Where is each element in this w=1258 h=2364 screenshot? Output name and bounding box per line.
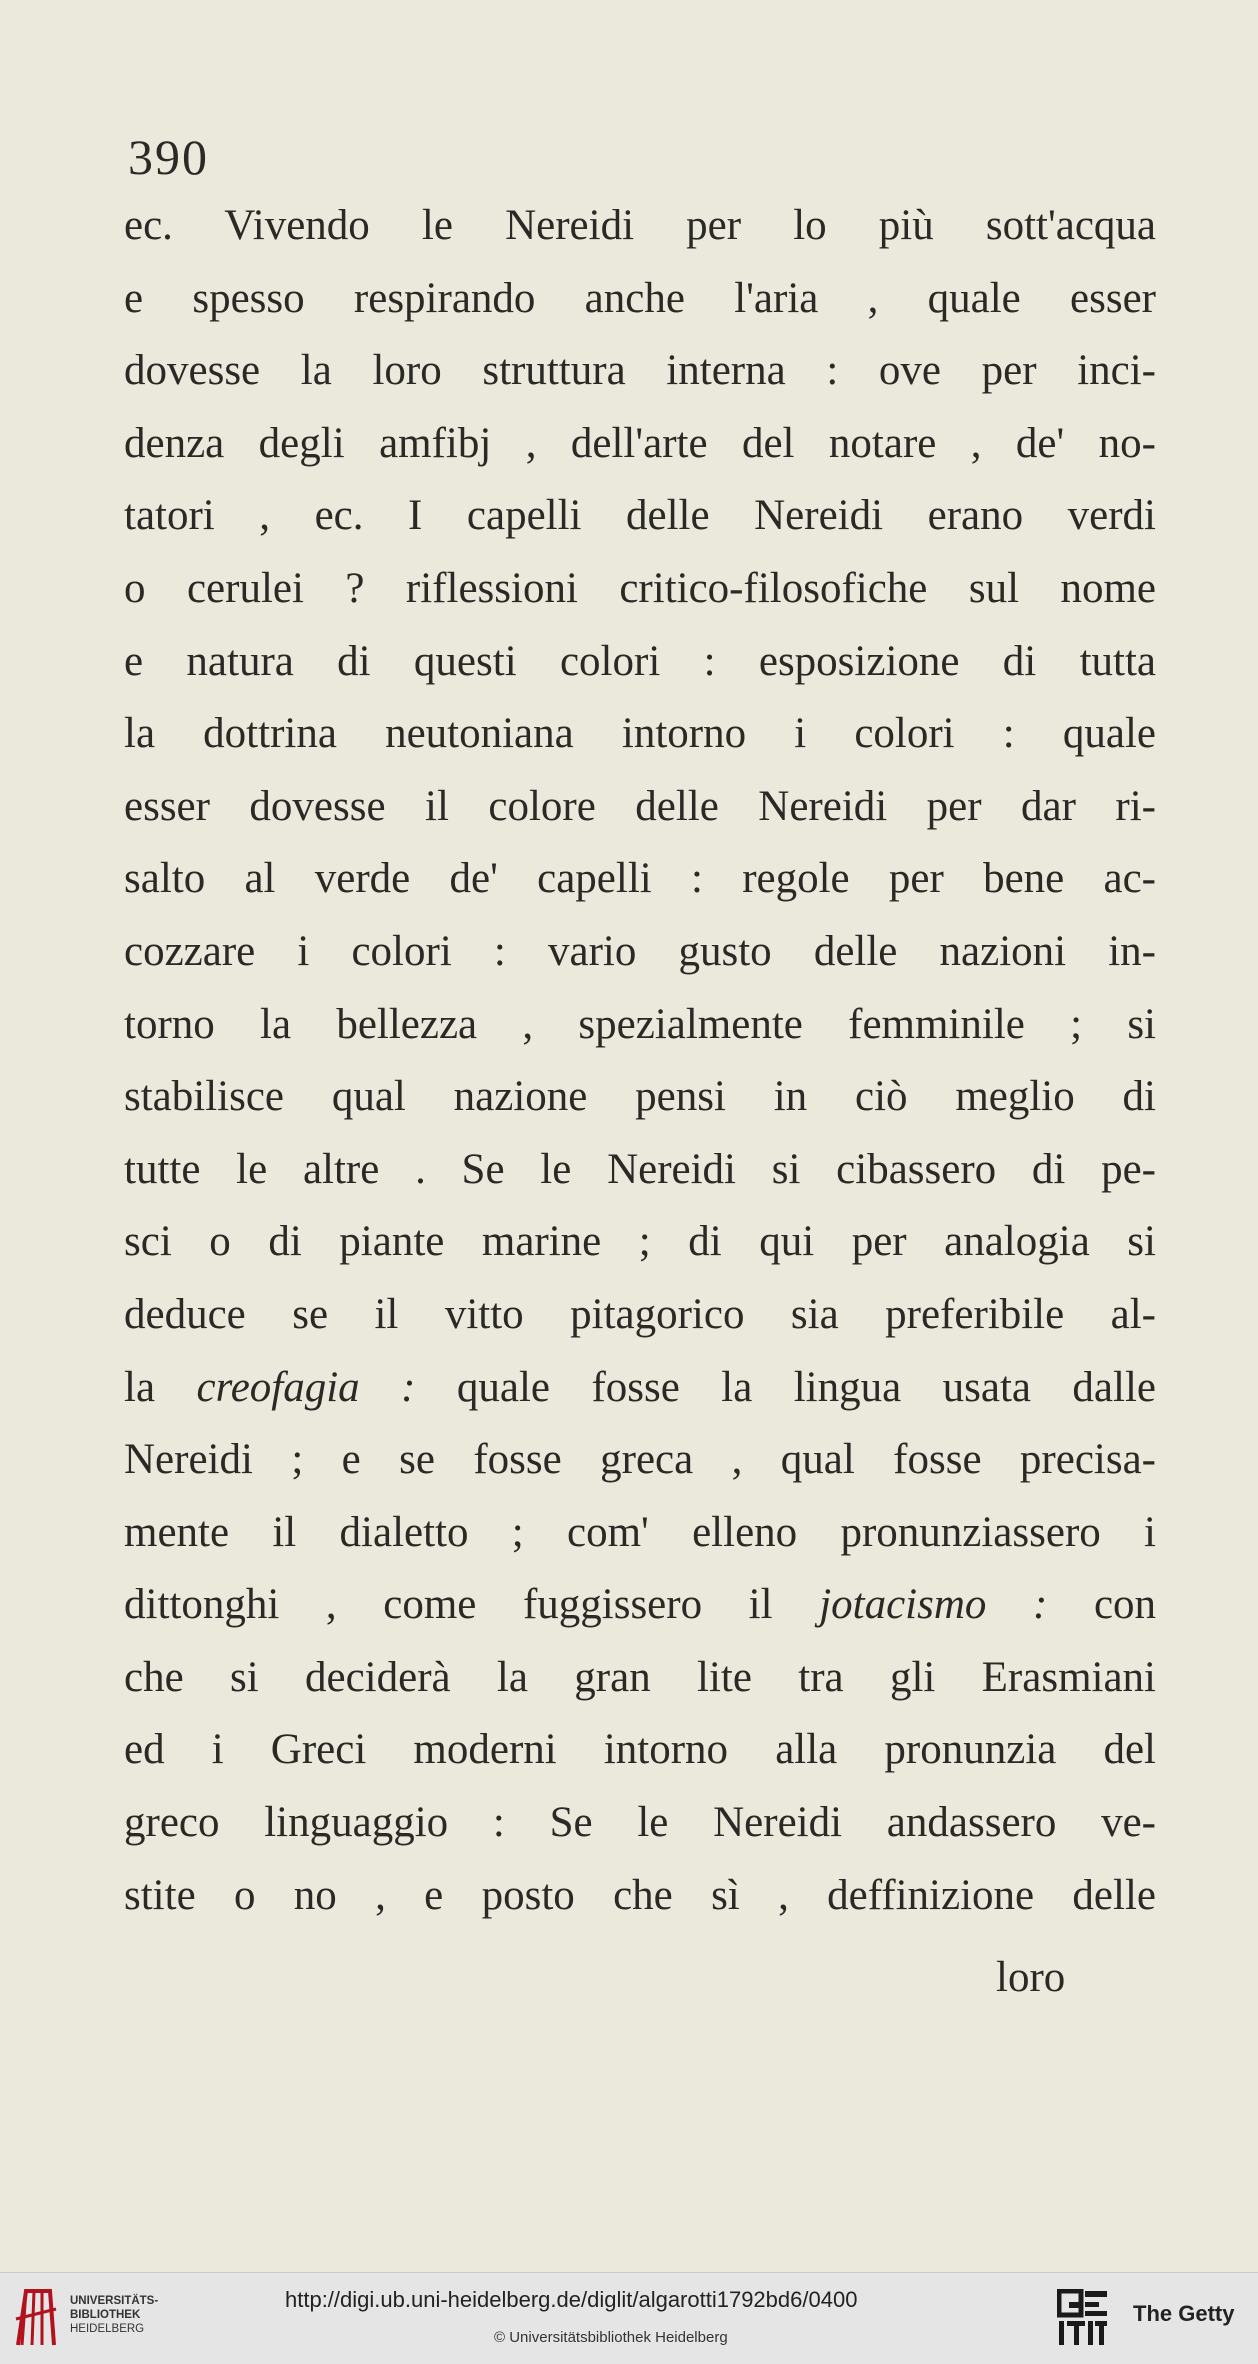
text-line: o cerulei ? riflessioni critico-filosofiche sul nome [124, 564, 1156, 612]
text-line: Nereidi ; e se fosse greca , qual fosse precisa- [124, 1436, 1156, 1484]
text-line: ec. Vivendo le Nereidi per lo più sott'acqua [124, 202, 1156, 249]
text-line: e natura di questi colori : esposizione di tutta [124, 637, 1156, 685]
viewer-footer [0, 2272, 1258, 2364]
text-line-mixed [124, 1569, 1156, 1642]
permalink-url[interactable]: http://digi.ub.uni-heidelberg.de/diglit/algarotti1792bd6/0400 [285, 2287, 858, 2312]
text-line: stite o no , e posto che sì , deffinizione delle [124, 1871, 1156, 1919]
university-name [70, 2294, 158, 2336]
catchword: loro [996, 1954, 1066, 2001]
text-line: deduce se il vitto pitagorico sia preferibile al- [124, 1290, 1156, 1338]
institution-line: HEIDELBERG [70, 2323, 145, 2335]
text-line: tutte le altre . Se le Nereidi si cibassero di pe- [124, 1145, 1156, 1193]
text-line: e spesso respirando anche l'aria , quale esser [124, 274, 1156, 322]
text-segment: quale fosse la lingua usata dalle [456, 1363, 1156, 1411]
text-line: esser dovesse il colore delle Nereidi per dar ri- [124, 782, 1156, 830]
text-line: cozzare i colori : vario gusto delle nazioni in- [124, 927, 1156, 975]
university-logo-icon [12, 2285, 60, 2351]
text-segment: la [124, 1363, 156, 1411]
text-line: greco linguaggio : Se le Nereidi andassero ve- [124, 1799, 1156, 1847]
text-line: sci o di piante marine ; di qui per analogia si [124, 1218, 1156, 1266]
text-line: mente il dialetto ; com' elleno pronunziassero i [124, 1508, 1156, 1556]
text-line: stabilisce qual nazione pensi in ciò meglio di [124, 1073, 1156, 1121]
text-line: tatori , ec. I capelli delle Nereidi erano verdi [124, 492, 1156, 540]
text-line-mixed [124, 1352, 1156, 1425]
institution-line: BIBLIOTHEK [70, 2309, 141, 2321]
text-segment: dittonghi , come fuggissero il [124, 1581, 773, 1629]
italic-term: creofagia : [196, 1363, 416, 1411]
text-line: salto al verde de' capelli : regole per bene ac- [124, 855, 1156, 903]
institution-line: UNIVERSITÄTS- [70, 2295, 159, 2307]
page-number: 390 [128, 129, 209, 185]
text-line: che si deciderà la gran lite tra gli Erasmiani [124, 1653, 1156, 1701]
text-line: la dottrina neutoniana intorno i colori : quale [124, 710, 1156, 758]
text-line: torno la bellezza , spezialmente femminile ; si [124, 1000, 1156, 1048]
copyright-notice: © Universitätsbibliothek Heidelberg [494, 2329, 728, 2346]
text-line: dovesse la loro struttura interna : ove per inci- [124, 347, 1156, 395]
partner-name: The Getty [1133, 2301, 1235, 2326]
text-line: denza degli amfibj , dell'arte del notare , de' no- [124, 419, 1156, 467]
text-segment: con [1093, 1581, 1157, 1629]
getty-logo-icon [1057, 2289, 1109, 2347]
text-line: ed i Greci moderni intorno alla pronunzia del [124, 1726, 1156, 1774]
italic-term: jotacismo : [819, 1581, 1048, 1629]
body-text [124, 190, 1156, 1932]
